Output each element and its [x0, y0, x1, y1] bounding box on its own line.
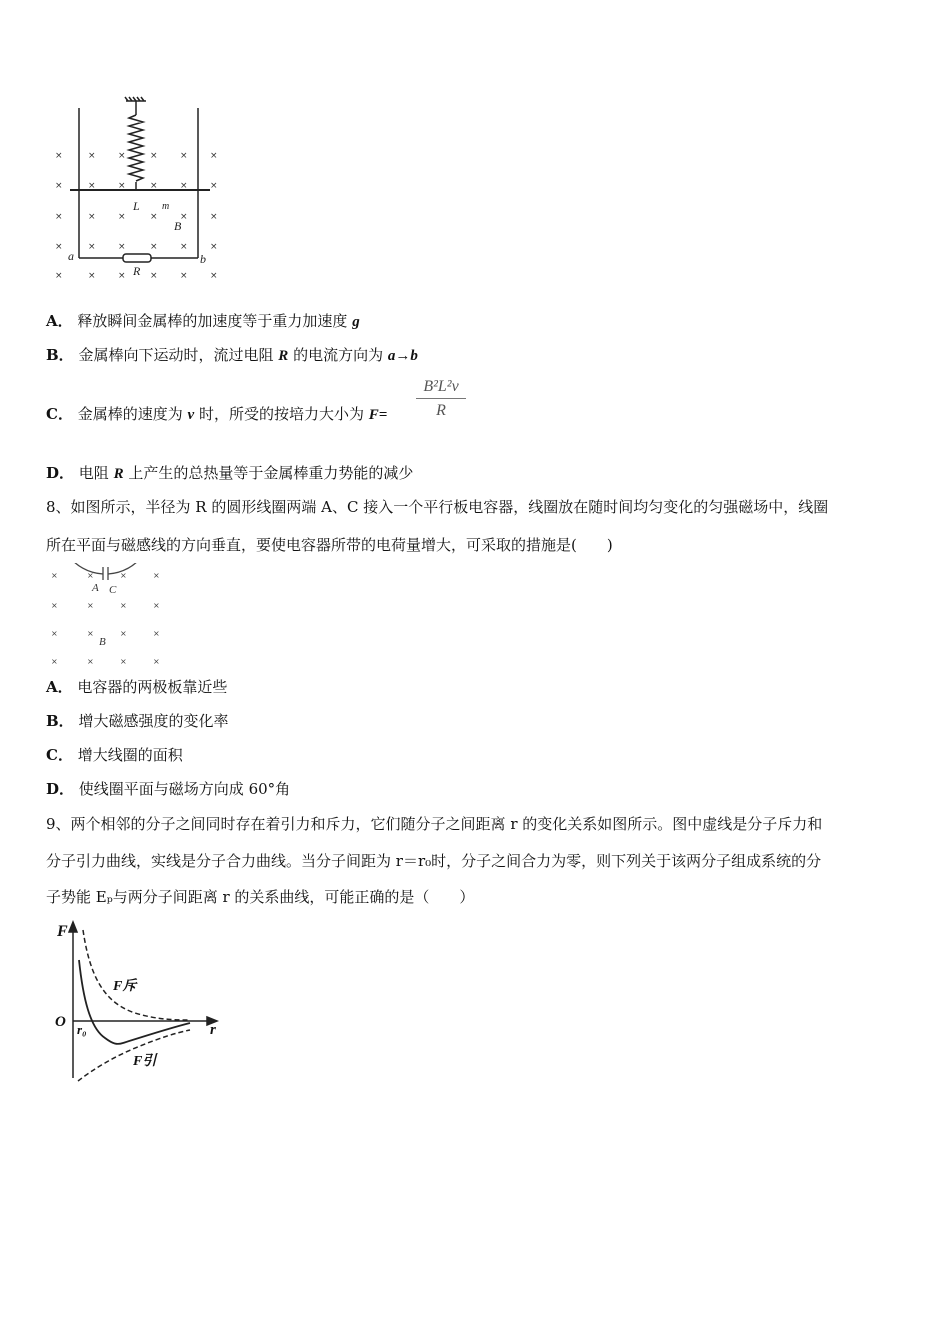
svg-text:×: × — [153, 571, 160, 580]
q7-option-c[interactable] — [46, 404, 387, 425]
option-var: R — [278, 348, 289, 364]
q9-stem-line3: 子势能 Eₚ与两分子间距离 r 的关系曲线，可能正确的是（ ） — [46, 888, 475, 906]
label-A: A — [92, 582, 99, 594]
svg-text:×: × — [210, 212, 218, 222]
svg-text:×: × — [120, 601, 127, 610]
svg-text:×: × — [180, 242, 188, 252]
label-O: O — [55, 1014, 66, 1030]
option-text: 上产生的总热量等于金属棒重力势能的减少 — [128, 464, 414, 482]
svg-text:×: × — [180, 271, 188, 281]
svg-text:×: × — [150, 181, 158, 191]
q9-stem-line2: 分子引力曲线，实线是分子合力曲线。当分子间距为 r＝r₀时，分子之间合力为零，则下列关于该两分子组成系统的分 — [46, 852, 822, 870]
label-B: B — [174, 219, 182, 233]
option-var: F= — [368, 407, 388, 423]
svg-text:×: × — [51, 657, 58, 666]
svg-text:×: × — [88, 242, 96, 252]
svg-text:×: × — [118, 271, 126, 281]
svg-text:×: × — [180, 181, 188, 191]
svg-text:×: × — [55, 242, 63, 252]
q7-circuit-figure — [50, 95, 225, 285]
label-F-attractive: F引 — [133, 1054, 157, 1069]
label-r0: r₀ — [77, 1022, 87, 1037]
svg-text:×: × — [88, 271, 96, 281]
option-text: 时，所受的按培力大小为 — [198, 405, 364, 423]
q7-option-b[interactable] — [46, 345, 418, 366]
q8-stem-line2: 所在平面与磁感线的方向垂直，要使电容器所带的电荷量增大，可采取的措施是( ) — [46, 536, 613, 554]
svg-text:×: × — [118, 242, 126, 252]
svg-text:×: × — [55, 212, 63, 222]
svg-text:×: × — [55, 151, 63, 161]
svg-text:×: × — [88, 151, 96, 161]
q8-option-d[interactable] — [46, 779, 290, 799]
option-letter: C． — [46, 746, 73, 764]
option-text: 金属棒的速度为 — [77, 405, 183, 423]
option-letter: B． — [46, 712, 74, 730]
svg-text:×: × — [51, 629, 58, 638]
svg-text:×: × — [180, 212, 188, 222]
fraction-denominator: R — [436, 402, 446, 419]
label-m: m — [162, 201, 170, 212]
svg-text:×: × — [210, 271, 218, 281]
option-var: v — [187, 407, 195, 423]
svg-text:×: × — [118, 212, 126, 222]
svg-text:×: × — [210, 151, 218, 161]
svg-text:×: × — [55, 271, 63, 281]
svg-text:×: × — [150, 242, 158, 252]
svg-text:×: × — [55, 181, 63, 191]
formula-fraction — [416, 378, 466, 420]
svg-text:×: × — [150, 212, 158, 222]
q9-force-graph — [45, 918, 230, 1088]
q8-stem-line1: 8、如图所示，半径为 R 的圆形线圈两端 A、C 接入一个平行板电容器，线圈放在随时间均匀变化的匀强磁场中，线圈 — [46, 498, 829, 516]
svg-text:×: × — [88, 212, 96, 222]
fraction-numerator: B²L²v — [416, 378, 466, 399]
q7-option-d[interactable] — [46, 463, 413, 484]
svg-text:×: × — [118, 151, 126, 161]
option-letter: A． — [46, 678, 73, 696]
option-letter: C． — [46, 405, 73, 423]
option-text: 增大磁感强度的变化率 — [78, 712, 229, 730]
q8-option-a[interactable] — [46, 677, 227, 697]
svg-text:×: × — [153, 657, 160, 666]
q8-option-c[interactable] — [46, 745, 183, 765]
svg-text:×: × — [87, 629, 94, 638]
svg-text:×: × — [120, 657, 127, 666]
svg-text:×: × — [118, 181, 126, 191]
q9-stem-line1: 9、两个相邻的分子之间同时存在着引力和斥力，它们随分子之间距离 r 的变化关系如图所示。图中虚线是分子斥力和 — [46, 815, 823, 833]
option-text: 电阻 — [78, 464, 109, 482]
label-L: L — [133, 199, 140, 213]
option-letter: A． — [46, 312, 73, 330]
label-R: R — [133, 264, 141, 278]
q8-option-b[interactable] — [46, 711, 228, 731]
option-text: 金属棒向下运动时，流过电阻 — [78, 346, 274, 364]
svg-text:×: × — [153, 601, 160, 610]
label-b: b — [200, 252, 206, 266]
label-B: B — [99, 636, 106, 648]
svg-text:×: × — [87, 571, 94, 580]
option-letter: D． — [46, 780, 75, 798]
option-text: 电容器的两极板靠近些 — [77, 678, 228, 696]
svg-text:×: × — [150, 151, 158, 161]
label-F: F — [57, 923, 68, 940]
option-var: a→b — [387, 348, 418, 364]
svg-text:×: × — [180, 151, 188, 161]
svg-text:×: × — [88, 181, 96, 191]
option-text: 使线圈平面与磁场方向成 60°角 — [78, 780, 291, 798]
svg-text:×: × — [210, 181, 218, 191]
option-text: 释放瞬间金属棒的加速度等于重力加速度 — [77, 312, 348, 330]
q8-coil-figure — [45, 563, 165, 668]
svg-text:×: × — [120, 629, 127, 638]
label-C: C — [109, 584, 117, 596]
svg-text:×: × — [150, 271, 158, 281]
option-var: g — [352, 314, 360, 330]
label-F-repulsive: F斥 — [113, 979, 137, 994]
svg-text:×: × — [87, 601, 94, 610]
label-a: a — [68, 249, 74, 263]
svg-text:×: × — [210, 242, 218, 252]
option-letter: B． — [46, 346, 74, 364]
label-r: r — [210, 1022, 216, 1038]
q7-option-a[interactable] — [46, 311, 360, 332]
option-letter: D． — [46, 464, 75, 482]
svg-text:×: × — [87, 657, 94, 666]
option-text: 的电流方向为 — [293, 346, 384, 364]
svg-text:×: × — [120, 571, 127, 580]
svg-text:×: × — [51, 601, 58, 610]
svg-text:×: × — [51, 571, 58, 580]
option-text: 增大线圈的面积 — [77, 746, 183, 764]
option-var: R — [113, 466, 124, 482]
svg-text:×: × — [153, 629, 160, 638]
